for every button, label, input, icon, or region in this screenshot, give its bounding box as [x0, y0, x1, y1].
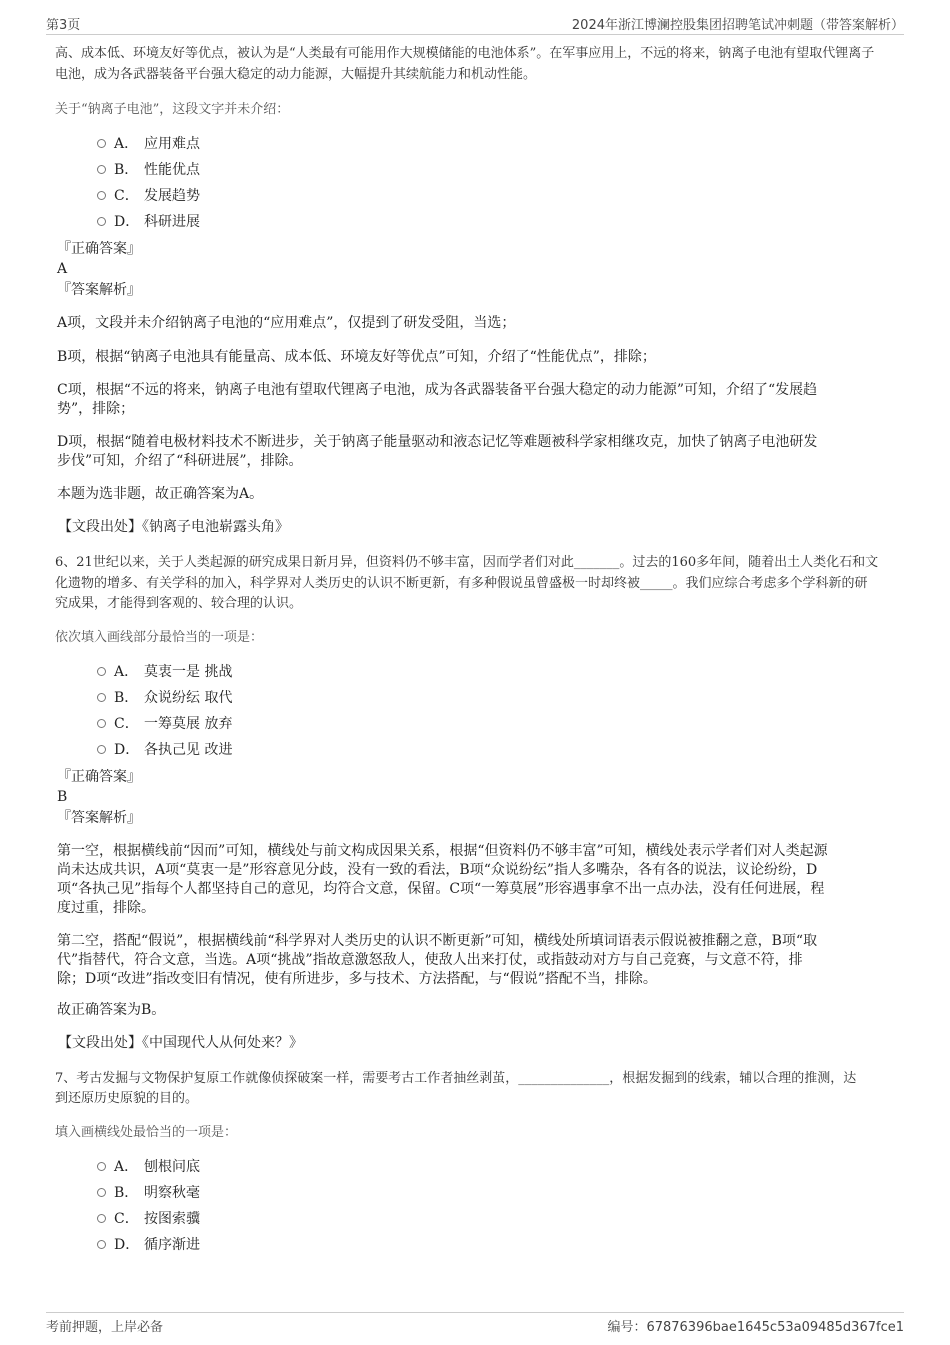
q5-analysis-line: D项，根据“随着电极材料技术不断进步，关于钠离子能量驱动和液态记忆等难题被科学家相继攻克，加快了钠离子电池研发: [57, 434, 818, 450]
q7-option-b[interactable]: B． 明察秋毫: [97, 1183, 200, 1203]
page-header: [46, 12, 904, 35]
radio-icon[interactable]: [97, 139, 106, 148]
radio-icon[interactable]: [97, 745, 106, 754]
q7-passage-line-2: 到还原历史原貌的目的。: [55, 1091, 199, 1106]
document-title: 2024年浙江博澜控股集团招聘笔试冲刺题（带答案解析）: [571, 18, 904, 33]
q5-analysis-line: A项，文段并未介绍钠离子电池的“应用难点”，仅提到了研发受阻，当选；: [57, 315, 516, 331]
page-number: 第3页: [46, 18, 81, 33]
footer-slogan: 考前押题，上岸必备: [46, 1320, 164, 1335]
q6-analysis-line: 代”指替代，符合文意，当选。A项“挑战”指故意激怒敌人，使敌人出来打仗，或指鼓动对方与自己竞赛，与文意不符，排: [57, 952, 803, 968]
q5-analysis-line: C项，根据“不远的将来，钠离子电池有望取代锂离子电池，成为各武器装备平台强大稳定的动力能源”可知，介绍了“发展趋: [57, 382, 818, 398]
q6-passage-line-2: 化遗物的增多、有关学科的加入，科学界对人类历史的认识不断更新，有多种假说虽曾盛极一时却终被_____。我们应综合考虑多个学科新的研: [55, 576, 868, 591]
q5-passage-line-1: 高、成本低、环境友好等优点，被认为是“人类最有可能用作大规模储能的电池体系”。在军事应用上，不远的将来，钠离子电池有望取代锂离子: [55, 46, 875, 61]
radio-icon[interactable]: [97, 165, 106, 174]
q6-option-d[interactable]: D． 各执己见 改进: [97, 740, 232, 760]
radio-icon[interactable]: [97, 1240, 106, 1249]
radio-icon[interactable]: [97, 217, 106, 226]
q5-passage-line-2: 电池，成为各武器装备平台强大稳定的动力能源，大幅提升其续航能力和机动性能。: [55, 67, 537, 82]
q7-option-d[interactable]: D． 循序渐进: [97, 1235, 200, 1255]
q5-answer: A: [57, 261, 68, 277]
q6-answer: B: [57, 789, 68, 805]
radio-icon[interactable]: [97, 667, 106, 676]
q6-passage-line-1: 6、21世纪以来，关于人类起源的研究成果日新月异，但资料仍不够丰富，因而学者们对此_______。过去的160多年间，随着出土人类化石和文: [55, 555, 879, 570]
q5-analysis-line: B项，根据“钠离子电池具有能量高、成本低、环境友好等优点”可知，介绍了“性能优点”，排除；: [57, 349, 656, 365]
q5-option-c[interactable]: C． 发展趋势: [97, 186, 200, 206]
q6-analysis-line: 故正确答案为B。: [57, 1002, 166, 1018]
q5-analysis-line: 步伐”可知，介绍了“科研进展”，排除。: [57, 453, 303, 469]
q5-analysis-line: 本题为选非题，故正确答案为A。: [57, 486, 264, 502]
q7-stem: 填入画横线处最恰当的一项是：: [55, 1125, 238, 1140]
q5-option-a[interactable]: A． 应用难点: [97, 134, 200, 154]
q5-source: 【文段出处】《钠离子电池崭露头角》: [58, 519, 289, 535]
q5-analysis-label: 『答案解析』: [57, 282, 141, 298]
q6-option-a[interactable]: A． 莫衷一是 挑战: [97, 662, 232, 682]
page-footer: [46, 1312, 904, 1337]
document-id: 编号：67876396bae1645c53a09485d367fce1: [607, 1320, 904, 1335]
radio-icon[interactable]: [97, 693, 106, 702]
radio-icon[interactable]: [97, 1162, 106, 1171]
q5-stem: 关于“钠离子电池”，这段文字并未介绍：: [55, 102, 290, 117]
q6-analysis-label: 『答案解析』: [57, 810, 141, 826]
q5-option-b[interactable]: B． 性能优点: [97, 160, 200, 180]
q6-analysis-line: 尚未达成共识，A项“莫衷一是”形容意见分歧，没有一致的看法，B项“众说纷纭”指人多嘴杂，各有各的说法，议论纷纷，D: [57, 862, 818, 878]
q6-option-c[interactable]: C． 一筹莫展 放弃: [97, 714, 232, 734]
q6-passage-line-3: 究成果，才能得到客观的、较合理的认识。: [55, 596, 303, 611]
q7-option-c[interactable]: C． 按图索骥: [97, 1209, 200, 1229]
q6-source: 【文段出处】《中国现代人从何处来？》: [58, 1035, 303, 1051]
q7-passage-line-1: 7、考古发掘与文物保护复原工作就像侦探破案一样，需要考古工作者抽丝剥茧，______________，根据发掘到的线索，辅以合理的推测，达: [55, 1071, 857, 1086]
q6-option-b[interactable]: B． 众说纷纭 取代: [97, 688, 232, 708]
q6-stem: 依次填入画线部分最恰当的一项是：: [55, 630, 264, 645]
q7-option-a[interactable]: A． 刨根问底: [97, 1157, 200, 1177]
radio-icon[interactable]: [97, 719, 106, 728]
radio-icon[interactable]: [97, 1188, 106, 1197]
q6-analysis-line: 度过重，排除。: [57, 900, 155, 916]
q5-analysis-line: 势”，排除；: [57, 401, 135, 417]
q6-analysis-line: 第一空，根据横线前“因而”可知，横线处与前文构成因果关系，根据“但资料仍不够丰富”可知，横线处表示学者们对人类起源: [57, 843, 828, 859]
radio-icon[interactable]: [97, 1214, 106, 1223]
radio-icon[interactable]: [97, 191, 106, 200]
q6-analysis-line: 第二空，搭配“假说”，根据横线前“科学界对人类历史的认识不断更新”可知，横线处所填词语表示假说被推翻之意，B项“取: [57, 933, 818, 949]
q6-answer-label: 『正确答案』: [57, 769, 141, 785]
q6-analysis-line: 项“各执己见”指每个人都坚持自己的意见，均符合文意，保留。C项“一筹莫展”形容遇事拿不出一点办法，没有任何进展，程: [57, 881, 825, 897]
q5-option-d[interactable]: D． 科研进展: [97, 212, 200, 232]
q6-analysis-line: 除；D项“改进”指改变旧有情况，使有所进步，多与技术、方法搭配，与“假说”搭配不当，排除。: [57, 971, 657, 987]
q5-answer-label: 『正确答案』: [57, 241, 141, 257]
